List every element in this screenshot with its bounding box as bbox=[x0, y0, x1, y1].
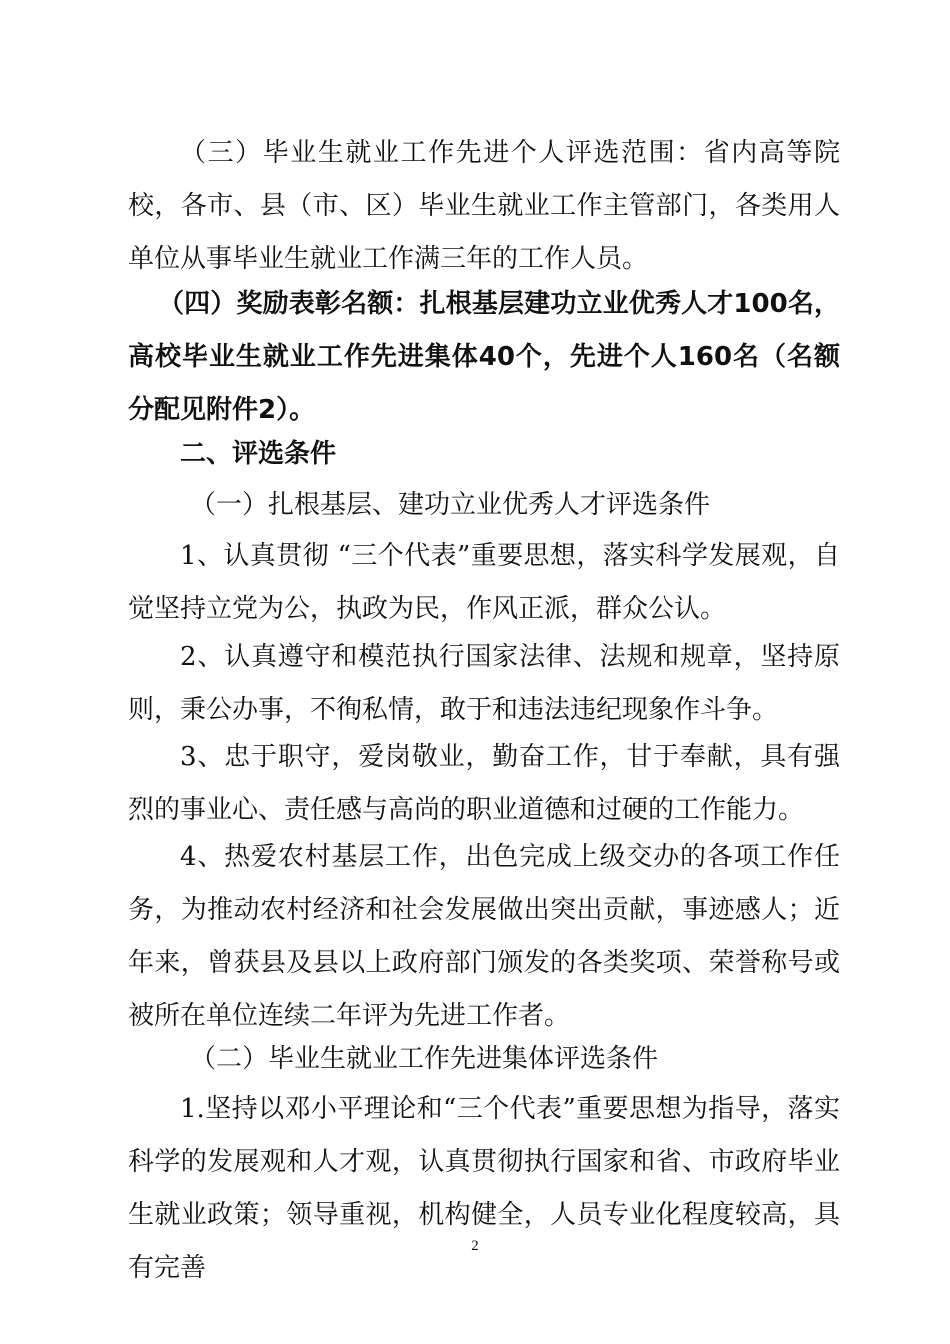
paragraph-criterion-2: 2、认真遵守和模范执行国家法律、法规和规章，坚持原则，秉公办事，不徇私情，敢于和违法违纪现象作斗争。 bbox=[128, 642, 840, 725]
subheading-talent-criteria: （一）扎根基层、建功立业优秀人才评选条件 bbox=[190, 490, 711, 520]
paragraph-award-quota: （四）奖励表彰名额：扎根基层建功立业优秀人才100名，高校毕业生就业工作先进集体40个，先进个人160名（名额分配见附件2）。 bbox=[128, 289, 840, 425]
paragraph-criterion-1: 1、认真贯彻 “三个代表”重要思想，落实科学发展观，自觉坚持立党为公，执政为民，作风正派，群众公认。 bbox=[128, 541, 840, 624]
page-number: 2 bbox=[471, 1238, 479, 1254]
paragraph-collective-1: 1.坚持以邓小平理论和“三个代表”重要思想为指导，落实科学的发展观和人才观，认真贯彻执行国家和省、市政府毕业生就业政策；领导重视，机构健全，人员专业化程度较高，具有完善 bbox=[128, 1094, 840, 1283]
paragraph-criterion-4: 4、热爱农村基层工作，出色完成上级交办的各项工作任务，为推动农村经济和社会发展做出突出贡献，事迹感人；近年来，曾获县及县以上政府部门颁发的各类奖项、荣誉称号或被所在单位连续二年评为先进工作者。 bbox=[128, 842, 840, 1031]
paragraph-criterion-3: 3、忠于职守，爱岗敬业，勤奋工作，甘于奉献，具有强烈的事业心、责任感与高尚的职业道德和过硬的工作能力。 bbox=[128, 742, 840, 825]
paragraph-individual-scope: （三）毕业生就业工作先进个人评选范围：省内高等院校，各市、县（市、区）毕业生就业工作主管部门，各类用人单位从事毕业生就业工作满三年的工作人员。 bbox=[128, 138, 840, 274]
subheading-collective-criteria: （二）毕业生就业工作先进集体评选条件 bbox=[190, 1044, 659, 1074]
section-heading-criteria: 二、评选条件 bbox=[180, 439, 337, 469]
